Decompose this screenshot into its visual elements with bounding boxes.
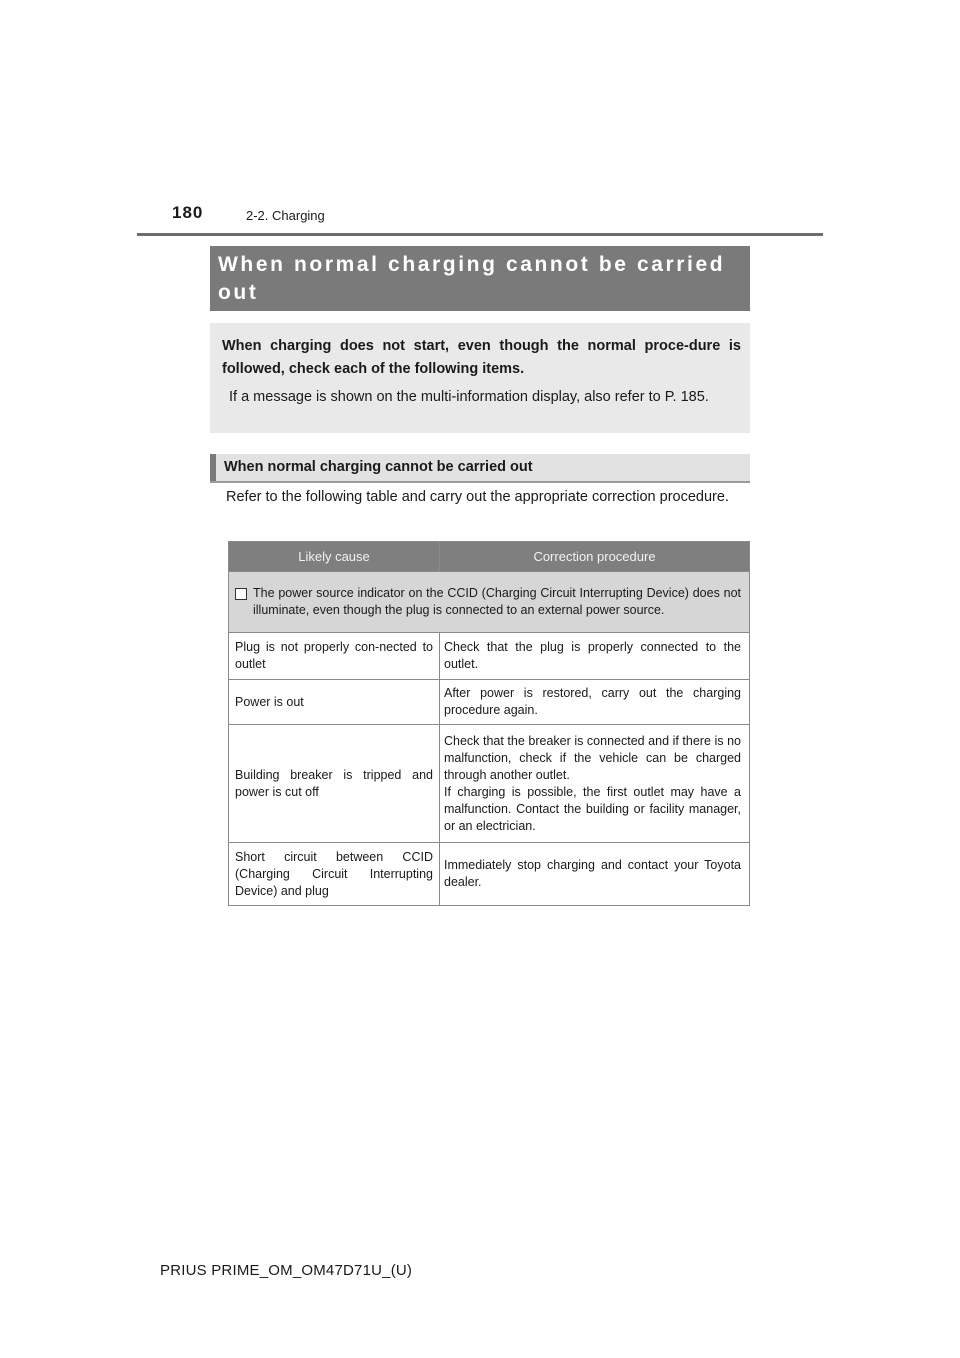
- column-header-cause: Likely cause: [229, 542, 440, 572]
- subheading-divider: [210, 481, 750, 483]
- fix-text-secondary: If charging is possible, the first outlet may have a malfunction. Contact the building or facility manager, or an electrician.: [444, 784, 741, 833]
- cause-cell: Plug is not properly con-nected to outlet: [229, 633, 440, 680]
- section-breadcrumb: 2-2. Charging: [246, 208, 325, 223]
- intro-box: [210, 323, 750, 433]
- table-row: [229, 725, 750, 843]
- fix-cell: Immediately stop charging and contact your Toyota dealer.: [440, 843, 750, 906]
- fix-cell: Check that the plug is properly connected to the outlet.: [440, 633, 750, 680]
- page-title: When normal charging cannot be carried out: [218, 253, 726, 304]
- table-row: [229, 680, 750, 725]
- group-text: The power source indicator on the CCID (Charging Circuit Interrupting Device) does not illuminate, even though the plug is connected to an external power source.: [253, 586, 741, 617]
- column-header-fix: Correction procedure: [440, 542, 750, 572]
- body-paragraph: Refer to the following table and carry out the appropriate correction procedure.: [226, 489, 729, 505]
- group-cell: [229, 572, 750, 633]
- troubleshooting-table: [228, 541, 750, 906]
- section-title-banner: [210, 246, 750, 311]
- table-group-row: [229, 572, 750, 633]
- cause-cell: Short circuit between CCID (Charging Circuit Interrupting Device) and plug: [229, 843, 440, 906]
- header-divider: [137, 233, 823, 236]
- fix-text: Check that the breaker is connected and if there is no malfunction, check if the vehicle can be charged through another outlet.: [444, 733, 741, 782]
- cause-cell: Power is out: [229, 680, 440, 725]
- intro-note-text: If a message is shown on the multi-information display, also refer to P. 185.: [229, 389, 709, 405]
- page-number: 180: [172, 203, 204, 222]
- cause-cell: Building breaker is tripped and power is cut off: [229, 725, 440, 843]
- table-row: [229, 843, 750, 906]
- fix-cell: After power is restored, carry out the charging procedure again.: [440, 680, 750, 725]
- group-line: [235, 585, 741, 619]
- subheading: When normal charging cannot be carried out: [210, 454, 750, 481]
- checkbox-bullet-icon: [235, 588, 247, 600]
- table-header-row: [229, 542, 750, 572]
- table-row: [229, 633, 750, 680]
- intro-bold-text: When charging does not start, even though the normal proce-dure is followed, check each of the following items.: [222, 338, 741, 377]
- fix-cell: [440, 725, 750, 843]
- document-footer: PRIUS PRIME_OM_OM47D71U_(U): [160, 1262, 413, 1279]
